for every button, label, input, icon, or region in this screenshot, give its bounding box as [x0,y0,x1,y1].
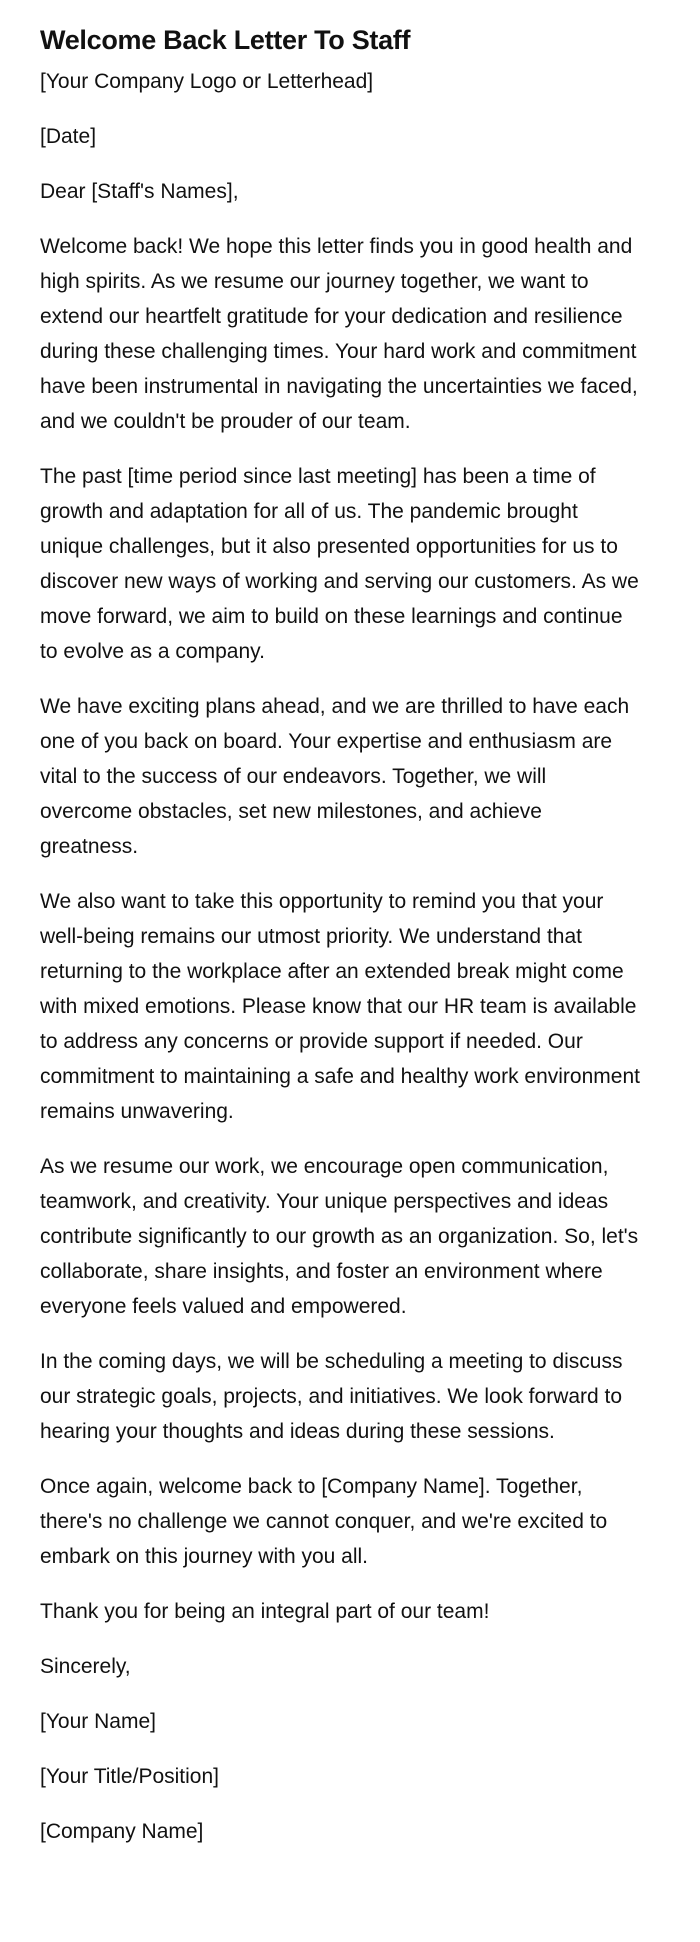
salutation: Dear [Staff's Names], [40,180,239,203]
body-paragraph: In the coming days, we will be scheduling a meeting to discuss our strategic goals, projects, and initiatives. We look forward to hearing your thoughts and ideas during these sessions. [40,1350,623,1443]
letterhead-placeholder: [Your Company Logo or Letterhead] [40,70,374,93]
signature-name: [Your Name] [40,1710,156,1733]
body-paragraph: As we resume our work, we encourage open communication, teamwork, and creativity. Your unique perspectives and ideas contribute significantly to our growth as an organization. So, let's collaborate, share insights, and foster an environment where everyone feels valued and empowered. [40,1155,639,1318]
body-paragraph: Once again, welcome back to [Company Name]. Together, there's no challenge we cannot conquer, and we're excited to embark on this journey with you all. [40,1475,608,1568]
page-title: Welcome Back Letter To Staff [40,25,411,55]
body-paragraph: We have exciting plans ahead, and we are thrilled to have each one of you back on board. Your expertise and enthusiasm are vital to the success of our endeavors. Together, we will overcome obstacles, set new milestones, and achieve greatness. [40,695,630,858]
signature-title: [Your Title/Position] [40,1765,219,1788]
body-paragraph: Welcome back! We hope this letter finds you in good health and high spirits. As we resume our journey together, we want to extend our heartfelt gratitude for your dedication and resilience during these challenging times. Your hard work and commitment have been instrumental in navigating the uncertainties we faced, and we couldn't be prouder of our team. [40,235,638,433]
signature-company: [Company Name] [40,1820,204,1843]
date-placeholder: [Date] [40,125,97,148]
body-paragraph: We also want to take this opportunity to remind you that your well-being remains our utmost priority. We understand that returning to the workplace after an extended break might come with mixed emotions. Please know that our HR team is available to address any concerns or provide support if needed. Our commitment to maintaining a safe and healthy work environment remains unwavering. [40,890,640,1123]
closing: Sincerely, [40,1655,131,1678]
body-paragraph: Thank you for being an integral part of our team! [40,1600,490,1623]
body-paragraph: The past [time period since last meeting] has been a time of growth and adaptation for all of us. The pandemic brought unique challenges, but it also presented opportunities for us to discover new ways of working and serving our customers. As we move forward, we aim to build on these learnings and continue to evolve as a company. [40,465,639,663]
